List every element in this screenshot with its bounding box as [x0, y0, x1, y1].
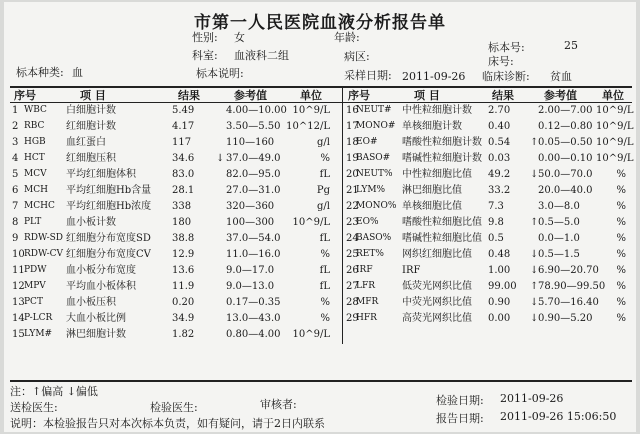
row-item-name: 嗜酸性粒细胞计数	[402, 137, 482, 148]
row-number: 19	[346, 153, 359, 164]
sample-type-value: 血	[72, 66, 83, 79]
row-flag: ↓	[530, 297, 539, 308]
row-reference: 0.80—4.00	[226, 329, 281, 340]
row-number: 4	[12, 153, 19, 164]
row-flag: ↓	[530, 313, 539, 324]
row-number: 21	[346, 185, 359, 196]
row-reference: 37.0—54.0	[226, 233, 281, 244]
row-number: 7	[12, 201, 19, 212]
row-unit: %	[616, 169, 626, 180]
row-reference: 100—300	[226, 217, 275, 228]
row-item-name: 平均红细胞Hb浓度	[66, 201, 152, 212]
row-result: 34.9	[172, 313, 195, 324]
row-reference: 110—160	[226, 137, 275, 148]
row-item-name: 红细胞计数	[66, 121, 116, 132]
result-row	[10, 184, 632, 197]
row-item-name: 中性粒细胞比值	[402, 169, 472, 180]
row-code: LYM#	[24, 329, 53, 339]
row-item-name: 血小板分布宽度	[66, 265, 136, 276]
row-number: 1	[12, 105, 19, 116]
row-flag: ↑	[530, 137, 539, 148]
row-item-name: 嗜碱性粒细胞计数	[402, 153, 482, 164]
sample-date-value: 2011-09-26	[402, 70, 466, 83]
row-reference: 320—360	[226, 201, 275, 212]
row-result: 7.3	[488, 201, 504, 212]
ward-label: 病区:	[344, 50, 370, 63]
row-code: EO#	[356, 137, 378, 147]
table-bottom-rule	[10, 380, 632, 382]
row-item-name: 血红蛋白	[66, 137, 106, 148]
row-item-name: 嗜碱性粒细胞比值	[402, 233, 482, 244]
results-table	[10, 86, 632, 378]
row-reference: 82.0—95.0	[226, 169, 281, 180]
test-date-value: 2011-09-26	[500, 392, 564, 405]
row-number: 8	[12, 217, 19, 228]
row-item-name: 低荧光网织比值	[402, 281, 472, 292]
row-reference: 0.12—0.80	[538, 121, 593, 132]
row-code: MONO#	[356, 121, 396, 131]
sample-type-label: 标本种类:	[16, 66, 64, 79]
row-number: 24	[346, 233, 359, 244]
row-reference: 20.0—40.0	[538, 185, 593, 196]
row-result: 4.17	[172, 121, 195, 132]
row-result: 117	[172, 137, 192, 148]
row-code: RDW-SD	[24, 233, 64, 243]
row-number: 10	[12, 249, 25, 260]
row-number: 16	[346, 105, 359, 116]
row-reference: 11.0—16.0	[226, 249, 281, 260]
row-reference: 78.90—99.50	[538, 281, 606, 292]
row-flag: ↑	[530, 217, 539, 228]
row-item-name: 单核细胞计数	[402, 121, 462, 132]
row-code: BASO%	[356, 233, 392, 243]
report-notice: 说明：本检验报告只对本次标本负责，如有疑问，请于2日内联系	[10, 417, 325, 430]
row-reference: 0.05—0.50	[538, 137, 593, 148]
row-result: 0.5	[488, 233, 504, 244]
dept-label: 科室:	[192, 49, 218, 62]
row-result: 2.70	[488, 105, 511, 116]
row-unit: %	[320, 297, 330, 308]
row-reference: 0.0—1.0	[538, 233, 580, 244]
row-item-name: 大血小板比例	[66, 313, 126, 324]
row-number: 3	[12, 137, 19, 148]
row-number: 11	[12, 265, 25, 276]
row-reference: 0.90—5.20	[538, 313, 593, 324]
result-row	[10, 312, 632, 325]
row-unit: 10^9/L	[292, 217, 330, 228]
row-number: 22	[346, 201, 359, 212]
row-flag: ↓	[530, 249, 539, 260]
col-ref-left: 参考值	[234, 89, 267, 102]
result-row	[10, 136, 632, 149]
row-number: 20	[346, 169, 359, 180]
result-row	[10, 296, 632, 309]
report-date-label: 报告日期:	[436, 412, 484, 425]
result-row	[10, 200, 632, 213]
row-code: RBC	[24, 121, 45, 131]
row-item-name: 红细胞分布宽度CV	[66, 249, 151, 260]
row-code: LYM%	[356, 185, 386, 195]
result-row	[10, 168, 632, 181]
row-unit: 10^12/L	[286, 121, 330, 132]
row-number: 25	[346, 249, 359, 260]
row-result: 49.2	[488, 169, 511, 180]
row-code: HGB	[24, 137, 46, 147]
gender-value: 女	[234, 31, 245, 44]
row-item-name: 网织红细胞比值	[402, 249, 472, 260]
row-reference: 5.70—16.40	[538, 297, 599, 308]
row-code: LFR	[356, 281, 375, 291]
report-date-value: 2011-09-26 15:06:50	[500, 410, 617, 423]
row-result: 28.1	[172, 185, 195, 196]
row-reference: 50.0—70.0	[538, 169, 593, 180]
row-result: 0.40	[488, 121, 511, 132]
row-unit: %	[320, 249, 330, 260]
examiner-doctor-label: 检验医生:	[150, 401, 198, 414]
row-result: 34.6	[172, 153, 195, 164]
row-result: 9.8	[488, 217, 504, 228]
col-seq-left: 序号	[14, 89, 36, 102]
row-reference: 9.0—13.0	[226, 281, 275, 292]
row-number: 6	[12, 185, 19, 196]
row-item-name: 血小板压积	[66, 297, 116, 308]
row-item-name: 单核细胞比值	[402, 201, 462, 212]
row-reference: 9.0—17.0	[226, 265, 275, 276]
row-unit: 10^9/L	[596, 153, 634, 164]
row-item-name: 平均红细胞Hb含量	[66, 185, 152, 196]
result-row	[10, 328, 632, 341]
row-unit: 10^9/L	[596, 105, 634, 116]
row-code: RET%	[356, 249, 384, 259]
row-result: 0.20	[172, 297, 195, 308]
row-number: 29	[346, 313, 359, 324]
row-number: 9	[12, 233, 19, 244]
row-number: 23	[346, 217, 359, 228]
row-flag: ↓	[216, 153, 225, 164]
row-item-name: 血小板计数	[66, 217, 116, 228]
row-result: 1.82	[172, 329, 195, 340]
row-code: PLT	[24, 217, 42, 227]
row-number: 14	[12, 313, 25, 324]
row-reference: 4.00—10.00	[226, 105, 287, 116]
row-flag: ↓	[530, 265, 539, 276]
row-result: 12.9	[172, 249, 195, 260]
lab-report-sheet	[4, 2, 636, 432]
result-row	[10, 280, 632, 293]
row-unit: %	[616, 217, 626, 228]
row-code: PDW	[24, 265, 47, 275]
row-unit: %	[616, 233, 626, 244]
reviewer-label: 审核者:	[260, 398, 297, 411]
row-unit: %	[616, 249, 626, 260]
row-item-name: 平均红细胞体积	[66, 169, 136, 180]
row-item-name: 红细胞分布宽度SD	[66, 233, 151, 244]
row-unit: %	[320, 153, 330, 164]
row-item-name: IRF	[402, 265, 421, 276]
row-unit: 10^9/L	[292, 329, 330, 340]
row-code: IRF	[356, 265, 373, 275]
col-item-right: 项 目	[414, 89, 440, 102]
row-number: 28	[346, 297, 359, 308]
col-unit-right: 单位	[602, 89, 624, 102]
row-unit: Pg	[316, 185, 330, 196]
row-result: 0.03	[488, 153, 511, 164]
row-result: 11.9	[172, 281, 195, 292]
row-item-name: 平均血小板体积	[66, 281, 136, 292]
row-item-name: 白细胞计数	[66, 105, 116, 116]
row-unit: g/l	[317, 201, 330, 212]
row-result: 338	[172, 201, 192, 212]
result-row	[10, 264, 632, 277]
row-code: RDW-CV	[24, 249, 64, 259]
row-unit: g/l	[317, 137, 330, 148]
row-reference: 37.0—49.0	[226, 153, 281, 164]
row-code: HFR	[356, 313, 377, 323]
col-result-right: 结果	[492, 89, 514, 102]
row-flag: ↓	[530, 169, 539, 180]
row-code: MCV	[24, 169, 47, 179]
result-row	[10, 232, 632, 245]
row-reference: 27.0—31.0	[226, 185, 281, 196]
row-unit: fL	[319, 265, 330, 276]
row-code: PCT	[24, 297, 43, 307]
row-result: 5.49	[172, 105, 195, 116]
col-item-left: 项 目	[80, 89, 106, 102]
result-row	[10, 216, 632, 229]
row-unit: %	[616, 297, 626, 308]
diagnosis-value: 贫血	[550, 70, 572, 83]
row-unit: %	[616, 281, 626, 292]
row-code: HCT	[24, 153, 45, 163]
row-unit: 10^9/L	[596, 137, 634, 148]
col-unit-left: 单位	[300, 89, 322, 102]
row-unit: fL	[319, 169, 330, 180]
row-number: 12	[12, 281, 25, 292]
row-item-name: 中荧光网织比值	[402, 297, 472, 308]
row-unit: 10^9/L	[596, 121, 634, 132]
row-result: 0.00	[488, 313, 511, 324]
row-code: MPV	[24, 281, 46, 291]
diagnosis-label: 临床诊断:	[482, 70, 530, 83]
row-item-name: 淋巴细胞计数	[66, 329, 126, 340]
row-unit: fL	[319, 233, 330, 244]
sample-date-label: 采样日期:	[344, 69, 392, 82]
row-unit: %	[616, 265, 626, 276]
row-result: 83.0	[172, 169, 195, 180]
row-unit: fL	[319, 281, 330, 292]
result-row	[10, 248, 632, 261]
row-reference: 0.5—5.0	[538, 217, 580, 228]
bed-label: 床号:	[488, 55, 514, 68]
row-code: BASO#	[356, 153, 391, 163]
row-number: 15	[12, 329, 25, 340]
row-result: 38.8	[172, 233, 195, 244]
row-number: 17	[346, 121, 359, 132]
row-result: 1.00	[488, 265, 511, 276]
row-result: 33.2	[488, 185, 511, 196]
row-reference: 13.0—43.0	[226, 313, 281, 324]
row-reference: 0.00—0.10	[538, 153, 593, 164]
row-number: 27	[346, 281, 359, 292]
row-number: 26	[346, 265, 359, 276]
result-row	[10, 120, 632, 133]
row-code: P-LCR	[24, 313, 53, 323]
sample-note-label: 标本说明:	[196, 67, 244, 80]
age-label: 年龄:	[334, 31, 360, 44]
gender-label: 性别:	[192, 31, 218, 44]
row-result: 0.48	[488, 249, 511, 260]
dept-value: 血液科二组	[234, 49, 289, 62]
row-unit: %	[616, 201, 626, 212]
row-item-name: 红细胞压积	[66, 153, 116, 164]
row-item-name: 嗜酸性粒细胞比值	[402, 217, 482, 228]
row-number: 18	[346, 137, 359, 148]
sample-no-value: 25	[564, 39, 578, 52]
row-item-name: 中性粒细胞计数	[402, 105, 472, 116]
row-unit: %	[616, 313, 626, 324]
row-code: NEUT%	[356, 169, 393, 179]
row-code: MFR	[356, 297, 379, 307]
row-result: 180	[172, 217, 192, 228]
row-code: EO%	[356, 217, 379, 227]
col-seq-right: 序号	[348, 89, 370, 102]
row-unit: 10^9/L	[292, 105, 330, 116]
row-flag: ↑	[530, 281, 539, 292]
row-number: 5	[12, 169, 19, 180]
row-unit: %	[616, 185, 626, 196]
row-code: WBC	[24, 105, 47, 115]
row-reference: 6.90—20.70	[538, 265, 599, 276]
result-row	[10, 104, 632, 117]
test-date-label: 检验日期:	[436, 394, 484, 407]
sample-no-label: 标本号:	[488, 41, 525, 54]
row-reference: 0.5—1.5	[538, 249, 580, 260]
row-reference: 0.17—0.35	[226, 297, 281, 308]
row-item-name: 淋巴细胞比值	[402, 185, 462, 196]
row-reference: 3.50—5.50	[226, 121, 281, 132]
row-number: 2	[12, 121, 19, 132]
flag-legend: 注：↑偏高 ↓偏低	[10, 385, 98, 398]
row-code: MCH	[24, 185, 48, 195]
col-result-left: 结果	[178, 89, 200, 102]
row-code: MCHC	[24, 201, 55, 211]
col-ref-right: 参考值	[544, 89, 577, 102]
report-title: 市第一人民医院血液分析报告单	[194, 13, 446, 33]
row-reference: 3.0—8.0	[538, 201, 580, 212]
row-result: 0.54	[488, 137, 511, 148]
row-result: 99.00	[488, 281, 517, 292]
row-number: 13	[12, 297, 25, 308]
sender-doctor-label: 送检医生:	[10, 401, 58, 414]
row-unit: %	[320, 313, 330, 324]
row-code: NEUT#	[356, 105, 392, 115]
row-reference: 2.00—7.00	[538, 105, 593, 116]
row-code: MONO%	[356, 201, 397, 211]
row-result: 0.90	[488, 297, 511, 308]
row-item-name: 高荧光网织比值	[402, 313, 472, 324]
row-result: 13.6	[172, 265, 195, 276]
result-row	[10, 152, 632, 165]
